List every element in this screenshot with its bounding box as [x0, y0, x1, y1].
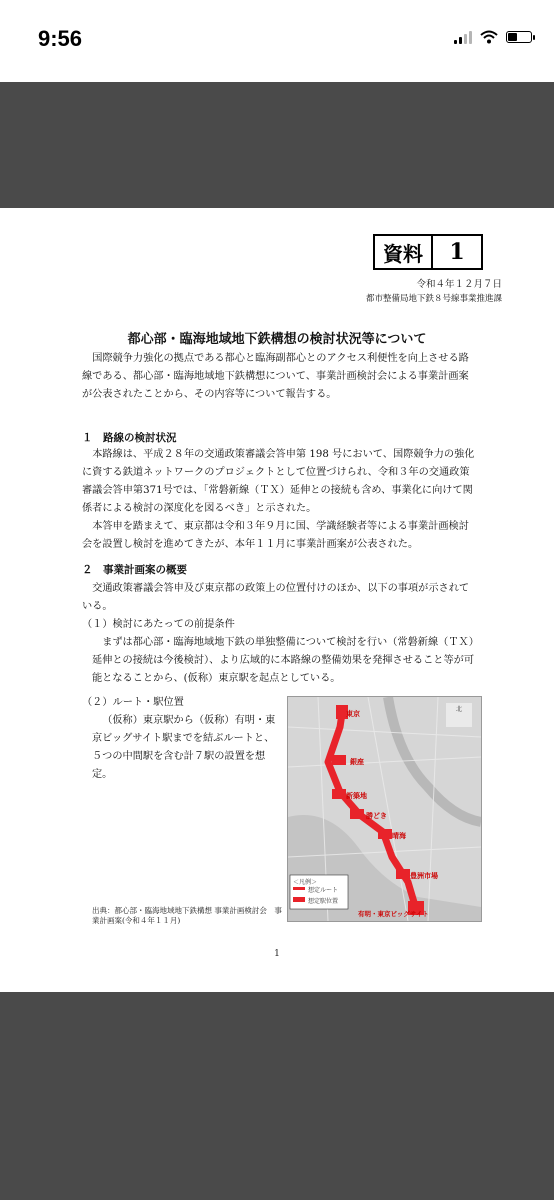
- page-title: 都心部・臨海地域地下鉄構想の検討状況等について: [127, 332, 427, 347]
- legend-title: ＜凡例＞: [293, 879, 318, 886]
- station-label-kachidoki: 勝どき: [366, 812, 387, 820]
- section1-heading: １ 路線の検討状況: [82, 432, 177, 444]
- legend-route: 想定ルート: [308, 887, 339, 894]
- section1-text2: 本答申を踏まえて、東京都は令和３年９月に国、学識経験者等による事業計画検討会を設置し検討を進めてきたが、本年１１月に事業計画案が公表された。: [82, 521, 469, 550]
- section1-paragraph1: [82, 446, 478, 518]
- sub2-heading: （２）ルート・駅位置: [82, 697, 184, 708]
- section1-paragraph2: [82, 518, 478, 554]
- department-name: 都市整備局地下鉄８号線事業推進課: [365, 294, 502, 304]
- legend-station: 想定駅位置: [308, 898, 339, 905]
- section1-text1: 本路線は、平成２８年の交通政策審議会答申第 198 号において、国際競争力の強化に資する鉄道ネットワークのプロジェクトとして位置づけられ、令和３年の交通政策審議会答申第371号では、「常磐新線（ＴＸ）延伸との接続も含め、事業化に向けて関係者による検討の深度化を図るべき」と示された。: [82, 449, 475, 514]
- wifi-icon: [480, 30, 498, 44]
- station-label-tokyo: 東京: [346, 710, 360, 718]
- battery-fill: [508, 33, 517, 41]
- intro-paragraph: [82, 350, 478, 404]
- status-icons: [454, 30, 532, 44]
- page-number: 1: [274, 949, 280, 959]
- north-arrow-icon: 北: [455, 706, 463, 713]
- sub1-paragraph: [92, 634, 478, 688]
- section2-heading: ２ 事業計画案の概要: [82, 564, 187, 576]
- station-label-ginza: 銀座: [350, 758, 364, 766]
- sub2-paragraph: [92, 712, 278, 784]
- stamp-label: 資料: [375, 236, 433, 268]
- station-label-harumi: 晴海: [392, 832, 406, 840]
- document-date: 令和４年１２月７日: [416, 279, 502, 290]
- status-bar: [0, 0, 554, 82]
- station-label-ariake: 有明・東京ビッグサイト: [358, 910, 429, 918]
- station-label-toyosu-shijo: 豊洲市場: [410, 872, 438, 880]
- section2-paragraph: [82, 580, 478, 616]
- sub2-text: （仮称）東京駅から（仮称）有明・東京ビッグサイト駅までを結ぶルートと、５つの中間駅を含む計７駅の設置を想定。: [92, 715, 276, 780]
- map-source-caption: 出典：都心部・臨海地域地下鉄構想 事業計画検討会 事業計画案(令和４年１１月): [92, 906, 282, 925]
- route-map[interactable]: [287, 696, 482, 922]
- cellular-signal-icon: [454, 30, 472, 44]
- sub1-heading: （１）検討にあたっての前提条件: [82, 619, 235, 630]
- stamp-number: 1: [449, 239, 465, 265]
- intro-text: 国際競争力強化の拠点である都心と臨海副都心とのアクセス利便性を向上させる路線である、都心部・臨海地域地下鉄構想について、事業計画検討会による事業計画案が公表されたことから、その内容等について報告する。: [82, 353, 469, 400]
- status-time: 9:56: [38, 26, 83, 51]
- battery-icon: [506, 31, 532, 43]
- section2-text: 交通政策審議会答申及び東京都の政策上の位置付けのほか、以下の事項が示されている。: [82, 583, 470, 612]
- viewer-background-bottom: [0, 992, 554, 1200]
- viewer-background: [0, 82, 554, 208]
- station-label-shintsukiji: 新築地: [346, 792, 367, 800]
- document-page[interactable]: [0, 208, 554, 992]
- sub1-text: まずは都心部・臨海地域地下鉄の単独整備について検討を行い（常磐新線（ＴＸ）延伸との接続は今後検討）、より広域的に本路線の整備効果を発揮させること等が可能となることから、(仮称）東京駅を起点としている。: [92, 637, 475, 684]
- document-stamp: [373, 234, 483, 270]
